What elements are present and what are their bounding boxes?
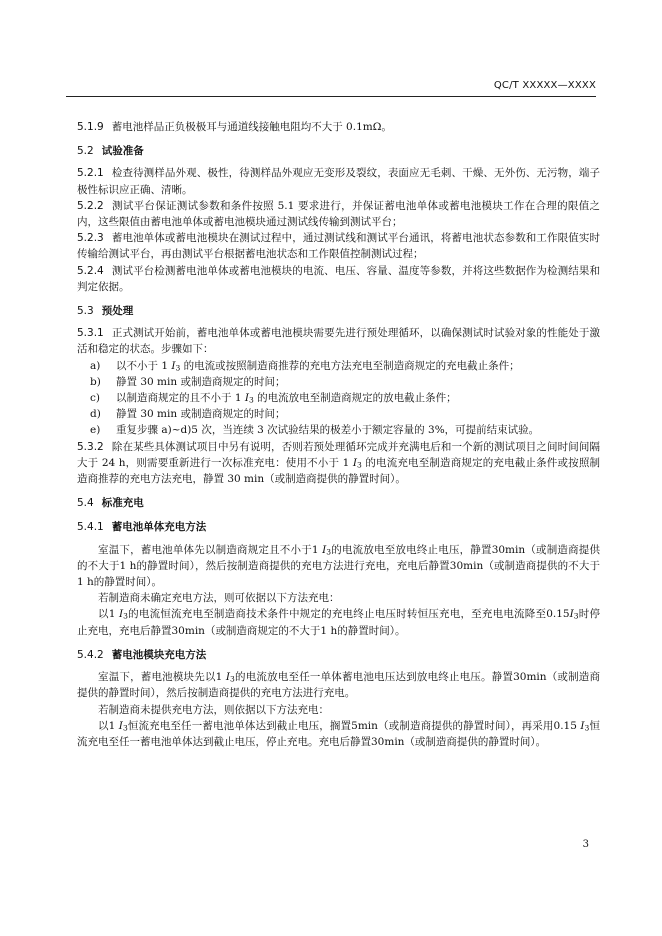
list-text: 静置 30 min 或制造商规定的时间； [116, 375, 286, 388]
current-symbol: I [118, 608, 124, 621]
paragraph-text-tail: 恒流充电至任一蓄电池单体达到截止电压，停止充电。充电后静置30min（或制造商提供的静置时间）。 [77, 719, 600, 748]
section-number: 5.4.2 [77, 648, 104, 661]
section-5-4-2-heading [77, 647, 600, 663]
list-label: b) [90, 375, 101, 388]
list-item [90, 374, 600, 390]
section-title: 预处理 [101, 305, 134, 318]
header-rule [66, 96, 596, 97]
section-5-2-heading [77, 143, 600, 159]
section-title: 蓄电池模块充电方法 [111, 648, 207, 661]
current-subscript: 3 [584, 723, 590, 733]
current-symbol: I [580, 719, 585, 732]
current-symbol: I [118, 719, 123, 732]
current-symbol: I [322, 543, 327, 556]
current-symbol: I [171, 359, 176, 372]
current-subscript: 3 [249, 395, 254, 405]
clause-number: 5.2.2 [77, 199, 104, 212]
current-subscript: 3 [123, 611, 128, 621]
section-number: 5.2 [77, 145, 94, 158]
list-item [90, 422, 600, 438]
current-subscript: 3 [326, 547, 332, 557]
paragraph-text: 若制造商未提供充电方法，则依据以下方法充电： [98, 703, 329, 716]
page-number: 3 [582, 839, 589, 850]
current-symbol: I [569, 608, 574, 621]
clause-text: 除在某些具体测试项目中另有说明，否则若预处理循环完成并充满电后和一个新的测试项目之间时间间隔大于 24 h，则需要重新进行一次标准充电：使用不小于 1 [77, 440, 600, 469]
paragraph-text-tail: 的电流放电至放电终止电压，静置30min（或制造商提供的不大于1 h的静置时间），然后按制造商提供的充电方法进行充电，充电后静置30min（或制造商提供的不大于1 h的静置时间）。 [77, 543, 600, 589]
paragraph-text-tail: 时停止充电，充电后静置30min（或制造商规定的不大于1 h的静置时间）。 [77, 608, 601, 637]
list-text-tail: 的电流放电至制造商规定的放电截止条件； [253, 392, 457, 405]
clause-text-tail: 的电流充电至制造商规定的充电截止条件或按照制造商推荐的充电方法充电，静置 30 min（或制造商提供的静置时间）。 [77, 456, 600, 486]
section-number: 5.4 [77, 497, 94, 510]
current-symbol: I [225, 671, 231, 684]
clause-5-2-3 [77, 230, 600, 262]
paragraph-text: 室温下，蓄电池模块先以1 [98, 671, 226, 684]
clause-number: 5.3.1 [77, 327, 104, 340]
list-item [90, 358, 600, 374]
current-subscript: 3 [230, 674, 235, 684]
clause-number: 5.1.9 [77, 121, 104, 133]
list-text-tail: 的电流或按照制造商推荐的充电方法充电至制造商规定的充电截止条件； [180, 359, 520, 372]
current-symbol: I [244, 392, 250, 405]
paragraph-module-charge [77, 669, 600, 701]
list-text: 以不小于 1 [116, 359, 172, 372]
clause-number: 5.3.2 [77, 440, 104, 453]
current-subscript: 3 [573, 611, 579, 621]
section-title: 蓄电池单体充电方法 [111, 521, 207, 534]
list-text: 以制造商规定的且不小于 1 [116, 392, 245, 405]
list-text: 重复步骤 a)~d)5 次，当连续 3 次试验结果的极差小于额定容量的 3%，可提前结束试验。 [116, 424, 540, 437]
current-subscript: 3 [175, 363, 181, 373]
list-label: d) [90, 408, 101, 421]
clause-text: 测试平台保证测试参数和条件按照 5.1 要求进行，并保证蓄电池单体或蓄电池模块工作在合理的限值之内，这些限值由蓄电池单体或蓄电池模块通过测试线传输到测试平台； [77, 199, 600, 229]
clause-text: 蓄电池单体或蓄电池模块在测试过程中，通过测试线和测试平台通讯，将蓄电池状态参数和工作限值实时传输给测试平台，再由测试平台根据蓄电池状态和工作限值控制测试过程； [77, 232, 600, 261]
clause-5-2-2 [77, 198, 600, 230]
paragraph-text: 室温下，蓄电池单体先以制造商规定且不小于1 [98, 543, 323, 556]
clause-5-3-2 [77, 439, 600, 488]
section-5-4-1-heading [77, 519, 600, 535]
section-number: 5.3 [77, 305, 94, 318]
paragraph-cell-charge-fallback [77, 590, 600, 606]
clause-5-2-4 [77, 263, 600, 295]
list-label: c) [90, 392, 100, 405]
current-subscript: 3 [122, 723, 128, 733]
list-label: a) [90, 359, 101, 372]
paragraph-module-charge-method [77, 718, 600, 750]
section-5-3-heading [77, 303, 600, 319]
paragraph-text: 若制造商未确定充电方法，则可依据以下方法充电： [98, 592, 340, 605]
paragraph-cell-charge-method [77, 606, 600, 638]
section-title: 标准充电 [101, 497, 144, 510]
list-item [90, 406, 600, 422]
paragraph-module-charge-fallback [77, 702, 600, 718]
clause-5-2-1 [77, 165, 600, 197]
clause-text: 检查待测样品外观、极性，待测样品外观应无变形及裂纹，表面应无毛刺、干燥、无外伤、无污物，端子极性标识应正确、清晰。 [77, 167, 600, 196]
list-label: e) [90, 424, 101, 437]
paragraph-text-tail: 的电流放电至任一单体蓄电池电压达到放电终止电压。静置30min（或制造商提供的静置时间），然后按制造商提供的充电方法进行充电。 [77, 671, 600, 700]
clause-number: 5.2.4 [77, 264, 104, 277]
clause-number: 5.2.3 [77, 232, 104, 245]
clause-number: 5.2.1 [77, 167, 104, 180]
document-body [77, 119, 600, 750]
list-item [90, 390, 600, 406]
clause-text: 测试平台检测蓄电池单体或蓄电池模块的电流、电压、容量、温度等参数，并将这些数据作为检测结果和判定依据。 [77, 264, 600, 293]
paragraph-cell-charge [77, 542, 600, 591]
paragraph-text-mid: 的电流恒流充电至制造商技术条件中规定的充电终止电压时转恒压充电，至充电电流降至0.15 [127, 608, 570, 621]
clause-text: 正式测试开始前，蓄电池单体或蓄电池模块需要先进行预处理循环，以确保测试时试验对象的性能处于激活和稳定的状态。步骤如下： [77, 327, 600, 356]
preprocess-steps-list [77, 358, 600, 439]
list-text: 静置 30 min 或制造商规定的时间； [116, 408, 286, 421]
section-number: 5.4.1 [77, 521, 104, 534]
paragraph-text: 以1 [98, 719, 119, 732]
document-code-header: QC/T XXXXX—XXXX [493, 80, 596, 91]
paragraph-text: 以1 [98, 608, 119, 621]
section-title: 试验准备 [101, 145, 144, 158]
current-subscript: 3 [357, 460, 362, 470]
current-symbol: I [352, 456, 358, 469]
clause-5-1-9 [77, 119, 600, 135]
paragraph-text-mid: 恒流充电至任一蓄电池单体达到截止电压，搁置5min（或制造商提供的静置时间），再采用0.15 [127, 719, 581, 732]
clause-text: 蓄电池样品正负极极耳与通道线接触电阻均不大于 0.1mΩ。 [111, 121, 392, 133]
section-5-4-heading [77, 495, 600, 511]
clause-5-3-1 [77, 325, 600, 357]
